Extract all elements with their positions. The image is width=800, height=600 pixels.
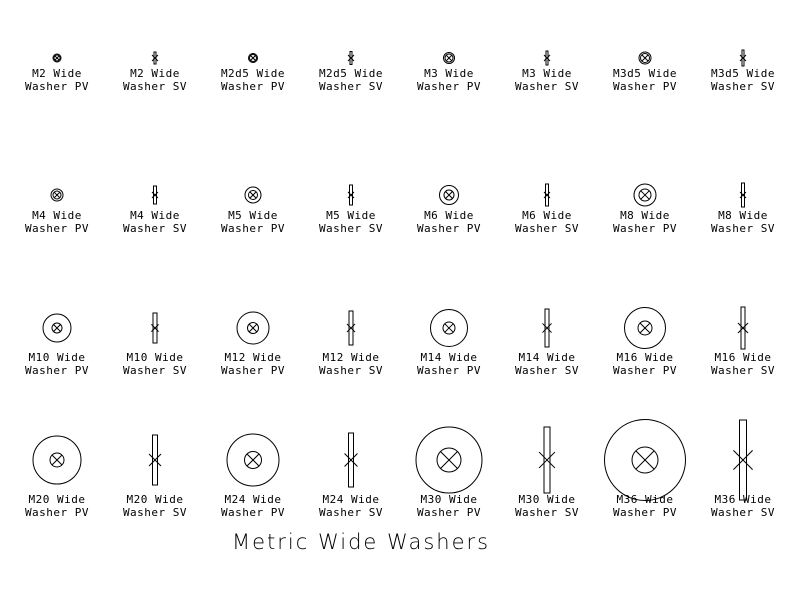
washer-label-view: Washer SV — [710, 80, 776, 93]
washer-label-view: Washer PV — [24, 364, 90, 377]
washer-label-size: M6 Wide — [424, 209, 474, 222]
washer-label — [694, 351, 792, 377]
washer-label — [106, 493, 204, 519]
washer-label — [8, 493, 106, 519]
washer-label-size: M4 Wide — [32, 209, 82, 222]
washer-sv-symbol — [738, 307, 748, 349]
washer-label-view: Washer SV — [318, 80, 384, 93]
washer-label — [498, 351, 596, 377]
washer-label-size: M2d5 Wide — [220, 67, 286, 80]
washer-label — [694, 493, 792, 519]
washer-label-view: Washer SV — [514, 364, 580, 377]
washer-label — [302, 493, 400, 519]
washer-sv-symbol — [152, 52, 158, 64]
washer-label-size: M10 Wide — [126, 351, 184, 364]
washer-label-view: Washer PV — [220, 506, 286, 519]
washer-pv-symbol — [444, 53, 455, 64]
washer-pv-symbol — [639, 52, 651, 64]
washer-label — [400, 493, 498, 519]
washer-label-size: M24 Wide — [224, 493, 282, 506]
washer-label-view: Washer SV — [122, 222, 188, 235]
washer-sv-symbol — [539, 427, 555, 493]
washer-label — [106, 351, 204, 377]
washer-label — [8, 351, 106, 377]
washer-label-size: M36 Wide — [714, 493, 772, 506]
washer-label-view: Washer SV — [710, 222, 776, 235]
washer-label-view: Washer SV — [122, 80, 188, 93]
washer-label-size: M12 Wide — [224, 351, 282, 364]
washer-pv-symbol — [416, 427, 482, 493]
washer-label-view: Washer PV — [612, 364, 678, 377]
washer-sv-symbol — [348, 185, 354, 205]
washer-sv-symbol — [345, 433, 358, 487]
washer-label-size: M36 Wide — [616, 493, 674, 506]
washer-label-size: M30 Wide — [420, 493, 478, 506]
washer-pv-symbol — [237, 312, 269, 344]
washer-label-size: M5 Wide — [326, 209, 376, 222]
washer-label-view: Washer PV — [24, 506, 90, 519]
washer-label — [498, 67, 596, 93]
washer-pv-symbol — [249, 54, 258, 63]
washer-label-view: Washer SV — [318, 364, 384, 377]
washer-pv-symbol — [51, 189, 63, 201]
washer-label-view: Washer PV — [24, 222, 90, 235]
washer-label-size: M14 Wide — [420, 351, 478, 364]
washer-label — [302, 351, 400, 377]
washer-sv-symbol — [152, 186, 158, 204]
washer-label-size: M8 Wide — [620, 209, 670, 222]
washer-sv-symbol — [347, 311, 355, 345]
washer-sv-symbol — [542, 309, 551, 347]
washer-label-size: M2 Wide — [32, 67, 82, 80]
washer-label-size: M24 Wide — [322, 493, 380, 506]
sheet-title: Metric Wide Washers — [232, 530, 491, 554]
washer-label-size: M20 Wide — [28, 493, 86, 506]
washer-pv-symbol — [431, 310, 468, 347]
washer-label-size: M12 Wide — [322, 351, 380, 364]
washer-label-size: M5 Wide — [228, 209, 278, 222]
washer-pv-symbol — [625, 308, 666, 349]
washer-label-view: Washer SV — [318, 222, 384, 235]
washer-sv-symbol — [733, 420, 752, 500]
washer-sv-symbol — [149, 435, 161, 485]
washer-label-view: Washer PV — [612, 222, 678, 235]
washer-label — [498, 493, 596, 519]
washer-label-view: Washer SV — [122, 506, 188, 519]
washer-label — [204, 67, 302, 93]
washer-label-size: M2d5 Wide — [318, 67, 384, 80]
washer-label-size: M4 Wide — [130, 209, 180, 222]
washer-pv-symbol — [33, 436, 81, 484]
washer-label-view: Washer SV — [514, 80, 580, 93]
washer-label-size: M2 Wide — [130, 67, 180, 80]
washer-label-view: Washer PV — [612, 80, 678, 93]
washer-label-view: Washer PV — [220, 222, 286, 235]
washer-label-view: Washer PV — [416, 80, 482, 93]
washer-label-size: M6 Wide — [522, 209, 572, 222]
washer-label — [8, 209, 106, 235]
washer-label-size: M10 Wide — [28, 351, 86, 364]
washer-label — [106, 67, 204, 93]
washer-label — [498, 209, 596, 235]
washer-pv-symbol — [43, 314, 71, 342]
washer-sv-symbol — [544, 184, 550, 206]
washer-label-view: Washer SV — [122, 364, 188, 377]
washer-label-view: Washer PV — [416, 364, 482, 377]
washer-pv-symbol — [227, 434, 279, 486]
washer-pv-symbol — [53, 54, 61, 62]
washer-label-view: Washer SV — [710, 364, 776, 377]
washer-label-view: Washer SV — [514, 222, 580, 235]
washer-label-size: M20 Wide — [126, 493, 184, 506]
washer-sv-symbol — [348, 52, 354, 65]
washer-label — [106, 209, 204, 235]
washer-label-size: M3 Wide — [424, 67, 474, 80]
washer-label — [204, 493, 302, 519]
washer-label — [204, 209, 302, 235]
washer-label-view: Washer SV — [710, 506, 776, 519]
washer-label-view: Washer PV — [24, 80, 90, 93]
washer-label-view: Washer PV — [416, 506, 482, 519]
washer-sv-symbol — [740, 50, 746, 66]
washer-pv-symbol — [634, 184, 656, 206]
washer-label-view: Washer PV — [612, 506, 678, 519]
washer-label — [400, 351, 498, 377]
washer-pv-symbol — [605, 420, 686, 501]
washer-label-size: M14 Wide — [518, 351, 576, 364]
washer-sv-symbol — [151, 313, 158, 343]
washer-label-size: M16 Wide — [714, 351, 772, 364]
washer-label-size: M8 Wide — [718, 209, 768, 222]
washer-label-view: Washer PV — [416, 222, 482, 235]
washer-sv-symbol — [544, 51, 550, 65]
washer-label-view: Washer SV — [514, 506, 580, 519]
washer-label-view: Washer SV — [318, 506, 384, 519]
washer-label — [302, 209, 400, 235]
washer-label-view: Washer PV — [220, 364, 286, 377]
washer-label — [694, 209, 792, 235]
washer-label — [694, 67, 792, 93]
washer-label-size: M3 Wide — [522, 67, 572, 80]
washer-sv-symbol — [740, 183, 746, 207]
washer-label-view: Washer PV — [220, 80, 286, 93]
washer-label — [596, 493, 694, 519]
washer-label-size: M30 Wide — [518, 493, 576, 506]
washer-label-size: M3d5 Wide — [710, 67, 776, 80]
washer-label — [596, 209, 694, 235]
washer-label — [400, 67, 498, 93]
washer-label — [8, 67, 106, 93]
washer-label — [400, 209, 498, 235]
washer-pv-symbol — [245, 187, 261, 203]
washer-pv-symbol — [440, 186, 459, 205]
washer-label — [596, 67, 694, 93]
washer-label — [302, 67, 400, 93]
washer-label-size: M3d5 Wide — [612, 67, 678, 80]
washer-label — [204, 351, 302, 377]
washer-label — [596, 351, 694, 377]
washer-label-size: M16 Wide — [616, 351, 674, 364]
